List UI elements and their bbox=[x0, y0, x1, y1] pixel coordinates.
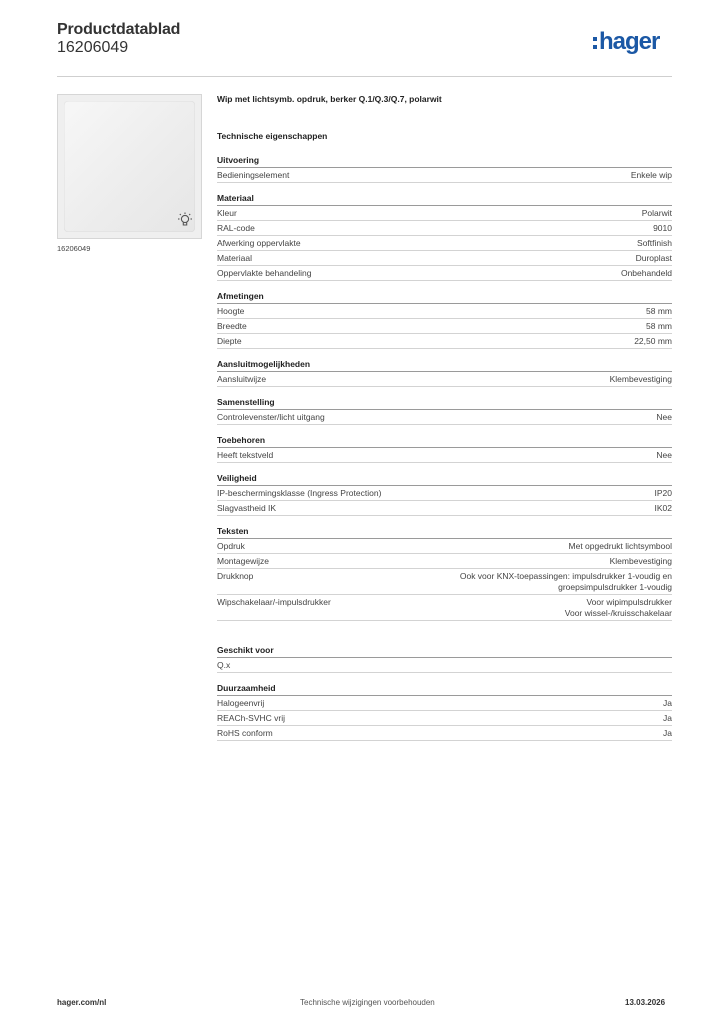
spec-label: Breedte bbox=[217, 321, 247, 331]
spec-value: 58 mm bbox=[646, 321, 672, 331]
spec-label: Halogeenvrij bbox=[217, 698, 265, 708]
spec-value: Polarwit bbox=[641, 208, 672, 218]
spec-row bbox=[217, 448, 672, 463]
spec-section bbox=[217, 526, 672, 621]
spec-label: Aansluitwijze bbox=[217, 374, 267, 384]
spec-section bbox=[217, 473, 672, 516]
section-title: Uitvoering bbox=[217, 155, 672, 168]
spec-row bbox=[217, 319, 672, 334]
spec-value: Voor wipimpulsdrukker Voor wissel-/kruisschakelaar bbox=[564, 597, 672, 618]
spec-label: Bedieningselement bbox=[217, 170, 290, 180]
spec-label: REACh-SVHC vrij bbox=[217, 713, 286, 723]
spec-row bbox=[217, 658, 672, 673]
spec-value: 22,50 mm bbox=[634, 336, 672, 346]
spec-label: RAL-code bbox=[217, 223, 255, 233]
spec-value: Enkele wip bbox=[630, 170, 672, 180]
section-title: Toebehoren bbox=[217, 435, 672, 448]
spec-label: RoHS conform bbox=[217, 728, 273, 738]
spec-section bbox=[217, 435, 672, 463]
spec-label: Slagvastheid IK bbox=[217, 503, 277, 513]
spec-label: Montagewijze bbox=[217, 556, 269, 566]
section-title: Veiligheid bbox=[217, 473, 672, 486]
spec-label: Heeft tekstveld bbox=[217, 450, 274, 460]
spec-section bbox=[217, 397, 672, 425]
logo-dots bbox=[593, 37, 597, 49]
spec-row bbox=[217, 539, 672, 554]
document-title: Productdatablad bbox=[57, 21, 181, 38]
product-number: 16206049 bbox=[57, 39, 129, 56]
spec-value: 9010 bbox=[653, 223, 672, 233]
spec-row bbox=[217, 595, 672, 621]
spec-label: Diepte bbox=[217, 336, 242, 346]
spec-row bbox=[217, 410, 672, 425]
spec-label: Afwerking oppervlakte bbox=[217, 238, 301, 248]
spec-value: Ja bbox=[663, 728, 672, 738]
spec-row bbox=[217, 221, 672, 236]
tech-properties-title: Technische eigenschappen bbox=[217, 131, 328, 141]
spec-value: 58 mm bbox=[646, 306, 672, 316]
spec-row bbox=[217, 206, 672, 221]
spec-label: Wipschakelaar/-impulsdrukker bbox=[217, 597, 331, 607]
spec-row bbox=[217, 266, 672, 281]
spec-row bbox=[217, 696, 672, 711]
spec-value: Nee bbox=[656, 450, 672, 460]
spec-row bbox=[217, 168, 672, 183]
spec-value: Met opgedrukt lichtsymbool bbox=[568, 541, 672, 551]
header-divider bbox=[57, 76, 672, 77]
spec-value: Onbehandeld bbox=[620, 268, 672, 278]
footer-website[interactable]: hager.com/nl bbox=[57, 998, 107, 1007]
footer-date: 13.03.2026 bbox=[625, 998, 666, 1007]
spec-section bbox=[217, 683, 672, 741]
section-title: Materiaal bbox=[217, 193, 672, 206]
footer-note: Technische wijzigingen voorbehouden bbox=[300, 998, 435, 1007]
spec-row bbox=[217, 501, 672, 516]
spec-label: IP-beschermingsklasse (Ingress Protection) bbox=[217, 488, 382, 498]
image-caption: 16206049 bbox=[57, 244, 91, 253]
spec-label: Q.x bbox=[217, 660, 231, 670]
spec-label: Materiaal bbox=[217, 253, 252, 263]
spec-value: IK02 bbox=[654, 503, 672, 513]
spec-sections bbox=[217, 155, 672, 741]
section-title: Duurzaamheid bbox=[217, 683, 672, 696]
spec-label: Hoogte bbox=[217, 306, 245, 316]
spec-label: Kleur bbox=[217, 208, 237, 218]
section-title: Afmetingen bbox=[217, 291, 672, 304]
spec-row bbox=[217, 372, 672, 387]
spec-label: Oppervlakte behandeling bbox=[217, 268, 312, 278]
spec-label: Opdruk bbox=[217, 541, 245, 551]
spec-value: Nee bbox=[656, 412, 672, 422]
spec-value: Klembevestiging bbox=[609, 556, 672, 566]
section-title: Samenstelling bbox=[217, 397, 672, 410]
spec-value: IP20 bbox=[654, 488, 672, 498]
section-title: Teksten bbox=[217, 526, 672, 539]
spec-section bbox=[217, 359, 672, 387]
spec-section bbox=[217, 645, 672, 673]
spec-row bbox=[217, 334, 672, 349]
product-title: Wip met lichtsymb. opdruk, berker Q.1/Q.3/Q.7, polarwit bbox=[217, 94, 442, 104]
spec-section bbox=[217, 291, 672, 349]
spec-label: Drukknop bbox=[217, 571, 254, 581]
hager-logo bbox=[593, 27, 659, 57]
spec-value: Klembevestiging bbox=[609, 374, 672, 384]
spec-row bbox=[217, 236, 672, 251]
spec-row bbox=[217, 554, 672, 569]
spec-row bbox=[217, 569, 672, 595]
spec-value: Duroplast bbox=[635, 253, 672, 263]
spec-section bbox=[217, 155, 672, 183]
product-image bbox=[57, 94, 202, 239]
spec-value: Softfinish bbox=[637, 238, 672, 248]
spec-row bbox=[217, 486, 672, 501]
spec-row bbox=[217, 726, 672, 741]
light-bulb-icon bbox=[176, 212, 194, 228]
spec-value: Ja bbox=[663, 713, 672, 723]
spec-row bbox=[217, 251, 672, 266]
spec-content bbox=[217, 94, 672, 741]
logo-wordmark: hager bbox=[599, 28, 660, 55]
spec-value: Ja bbox=[663, 698, 672, 708]
section-title: Aansluitmogelijkheden bbox=[217, 359, 672, 372]
spec-section bbox=[217, 193, 672, 281]
section-title: Geschikt voor bbox=[217, 645, 672, 658]
spec-label: Controlevenster/licht uitgang bbox=[217, 412, 325, 422]
spec-row bbox=[217, 711, 672, 726]
spec-value: Ook voor KNX-toepassingen: impulsdrukker 1-voudig en groepsimpulsdrukker 1-voudig bbox=[459, 571, 672, 592]
spec-row bbox=[217, 304, 672, 319]
